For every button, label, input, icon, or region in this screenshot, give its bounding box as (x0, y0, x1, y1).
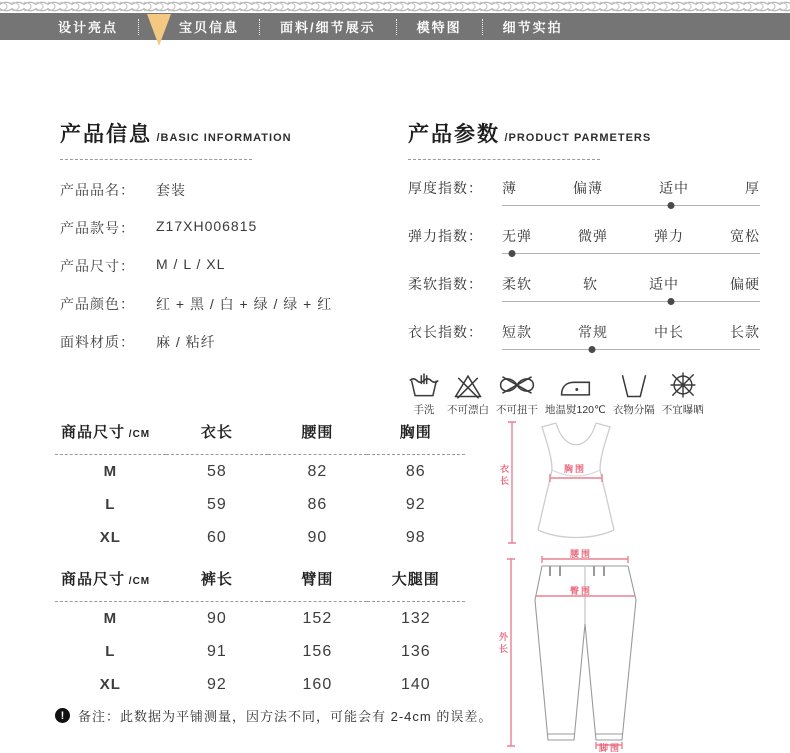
value-cell: 59 (207, 495, 227, 513)
table-row (55, 521, 465, 554)
dashed-divider (408, 159, 600, 160)
size-table-header (55, 560, 166, 602)
size-tables-section (55, 413, 465, 701)
nav-item-model-photos[interactable]: 模特图 (416, 20, 462, 35)
size-table-title: 商品尺寸 (61, 424, 126, 441)
table-row (55, 455, 465, 489)
value-cell: 86 (405, 462, 426, 480)
care-item (447, 370, 489, 417)
value-cell: 140 (400, 675, 431, 693)
index-option: 常规 (578, 324, 608, 340)
care-item (545, 370, 606, 417)
info-row-material (60, 332, 390, 352)
info-value: 麻 / 粘纤 (156, 334, 216, 350)
pants-waist-label: 腰围 (570, 549, 593, 559)
info-value: M / L / XL (156, 256, 226, 272)
index-option: 薄 (502, 180, 517, 196)
nav-item-design-highlights[interactable]: 设计亮点 (58, 20, 119, 35)
value-cell: 136 (400, 642, 431, 660)
index-option: 适中 (659, 180, 689, 196)
index-option: 偏薄 (573, 180, 603, 196)
info-label: 面料材质： (60, 334, 135, 350)
index-row-softness (408, 274, 760, 309)
size-cell: M (103, 610, 118, 627)
value-cell: 90 (307, 528, 328, 546)
care-item (613, 370, 655, 417)
vest-length-label: 衣长 (499, 464, 509, 488)
info-label: 产品款号： (60, 220, 135, 236)
index-option: 短款 (502, 324, 532, 340)
table-row (55, 488, 465, 521)
value-cell: 156 (302, 642, 333, 660)
care-label: 手洗 (413, 404, 435, 416)
nav-item-label: 宝贝信息 (179, 20, 240, 35)
parameters-subtitle: /PRODUCT PARMETERS (504, 132, 652, 144)
index-label: 衣长指数： (408, 324, 483, 340)
pants-outline-drawing (502, 550, 670, 752)
dashed-divider (60, 159, 252, 160)
care-instructions (408, 370, 760, 417)
size-cell: XL (99, 676, 121, 693)
index-option: 长款 (730, 324, 760, 340)
care-label: 不可漂白 (447, 404, 489, 416)
value-cell: 82 (307, 462, 328, 480)
value-cell: 86 (307, 495, 328, 513)
index-option: 偏硬 (730, 276, 760, 292)
index-row-garment-length (408, 322, 760, 357)
index-scale-track (502, 349, 760, 357)
size-table-unit: /CM (125, 429, 151, 440)
care-label: 不宜曝晒 (661, 404, 704, 416)
info-value: 红 + 黑 / 白 + 绿 / 绿 + 红 (156, 296, 333, 312)
value-cell: 98 (405, 528, 426, 546)
value-cell: 58 (207, 462, 227, 480)
index-option: 中长 (654, 324, 684, 340)
measurement-note (55, 706, 492, 725)
info-row-product-name (60, 180, 390, 200)
column-header: 胸围 (367, 413, 465, 455)
value-cell: 90 (207, 609, 227, 627)
index-row-elasticity (408, 226, 760, 261)
size-table-title: 商品尺寸 (61, 571, 126, 588)
care-item (496, 370, 538, 417)
index-scale-track (502, 301, 760, 309)
table-row (55, 602, 465, 636)
vest-measurement-diagram (498, 416, 658, 550)
vest-chest-label: 胸围 (564, 464, 587, 474)
index-option: 软 (583, 276, 598, 292)
size-cell: L (105, 496, 116, 513)
index-selected-dot (668, 202, 675, 209)
info-value: Z17XH006815 (156, 218, 258, 234)
care-label: 地温熨120℃ (545, 404, 606, 416)
value-cell: 92 (207, 675, 227, 693)
basic-info-title: 产品信息 (60, 123, 152, 146)
size-table-header (55, 413, 166, 455)
low-iron-icon (558, 370, 592, 400)
vest-outline-drawing (498, 416, 658, 550)
exclamation-icon: ! (55, 708, 70, 723)
value-cell: 60 (207, 528, 227, 546)
no-sun-icon (667, 370, 699, 400)
info-row-colors (60, 294, 390, 314)
value-cell: 91 (207, 642, 227, 660)
size-cell: XL (99, 529, 121, 546)
value-cell: 92 (405, 495, 426, 513)
column-header: 腰围 (268, 413, 366, 455)
care-item (662, 370, 704, 417)
nav-item-fabric-details[interactable]: 面料/细节展示 (280, 20, 376, 35)
index-option: 微弹 (578, 228, 608, 244)
index-option: 无弹 (502, 228, 532, 244)
index-scale-track (502, 205, 760, 213)
nav-separator (482, 19, 483, 35)
care-item (408, 370, 440, 417)
pants-ankle-label: 脚围 (599, 743, 622, 753)
parameters-title: 产品参数 (408, 123, 500, 146)
pants-outer-length-label: 外长 (498, 632, 508, 656)
index-label: 厚度指数： (408, 180, 483, 196)
active-tab-marker-icon (147, 14, 171, 46)
care-label: 衣物分隔 (612, 404, 655, 416)
size-cell: L (105, 643, 116, 660)
nav-item-item-info[interactable] (143, 17, 255, 36)
size-table-top (55, 413, 465, 554)
index-option: 柔软 (502, 276, 532, 292)
index-option: 厚 (745, 180, 760, 196)
value-cell: 160 (302, 675, 333, 693)
size-cell: M (103, 463, 118, 480)
pants-measurement-diagram (498, 549, 672, 753)
basic-info-section (60, 118, 390, 370)
column-header: 衣长 (166, 413, 269, 455)
column-header: 大腿围 (367, 560, 465, 602)
nav-separator (138, 19, 139, 35)
size-table-unit: /CM (125, 576, 151, 587)
index-option: 适中 (649, 276, 679, 292)
index-scale-track (502, 253, 760, 261)
table-row (55, 635, 465, 668)
info-row-sizes (60, 256, 390, 276)
pants-hip-label: 臀围 (570, 586, 593, 596)
info-label: 产品品名： (60, 182, 135, 198)
nav-item-detail-shots[interactable]: 细节实拍 (502, 20, 563, 35)
size-table-pants (55, 560, 465, 701)
separate-wash-icon (618, 370, 650, 400)
index-label: 柔软指数： (408, 276, 483, 292)
index-selected-dot (588, 346, 595, 353)
index-selected-dot (668, 298, 675, 305)
top-navbar (0, 13, 790, 40)
no-wring-icon (497, 370, 537, 400)
info-row-style-number (60, 218, 390, 238)
info-label: 产品尺寸： (60, 258, 135, 274)
table-row (55, 668, 465, 701)
index-label: 弹力指数： (408, 228, 483, 244)
index-row-thickness (408, 178, 760, 213)
info-value: 套装 (156, 182, 186, 198)
hand-wash-icon (408, 370, 440, 400)
nav-separator (259, 19, 260, 35)
basic-info-subtitle: /BASIC INFORMATION (156, 132, 292, 144)
note-text: 备注：此数据为平铺测量，因方法不同，可能会有 2-4cm 的误差。 (78, 709, 493, 724)
column-header: 裤长 (166, 560, 269, 602)
index-selected-dot (509, 250, 516, 257)
column-header: 臂围 (268, 560, 366, 602)
chain-border-decoration (0, 0, 790, 13)
index-option: 弹力 (654, 228, 684, 244)
value-cell: 132 (400, 609, 431, 627)
care-label: 不可扭干 (496, 404, 538, 416)
product-parameters-section (408, 118, 760, 417)
no-bleach-icon (452, 370, 484, 400)
info-label: 产品颜色： (60, 296, 135, 312)
index-option: 宽松 (730, 228, 760, 244)
nav-separator (396, 19, 397, 35)
value-cell: 152 (302, 609, 333, 627)
